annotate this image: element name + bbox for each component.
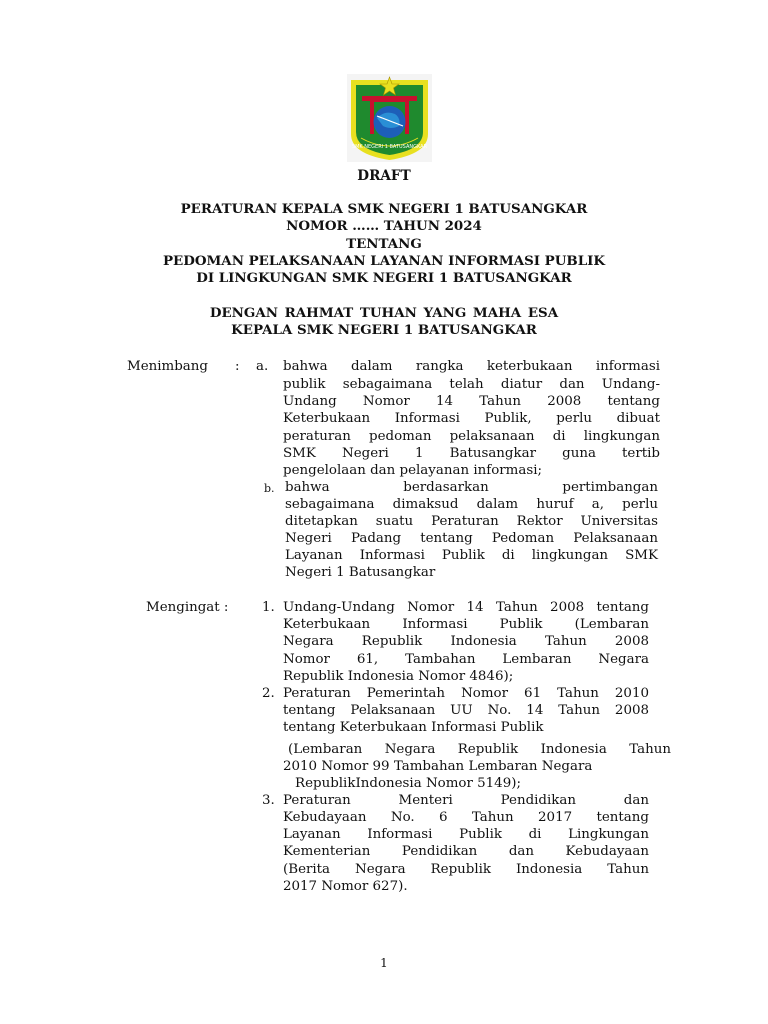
draft-label: DRAFT [357, 168, 411, 184]
mengingat-3-line: 2017 Nomor 627). [283, 879, 408, 894]
regulation-scope: DI LINGKUNGAN SMK NEGERI 1 BATUSANGKAR [196, 270, 572, 286]
invocation: DENGAN RAHMAT TUHAN YANG MAHA ESA [209, 305, 559, 321]
mengingat-2-continuation: 2010 Nomor 99 Tambahan Lembaran Negara [283, 759, 593, 774]
menimbang-label: Menimbang [127, 359, 208, 374]
svg-text:SMK NEGERI 1 BATUSANGKAR: SMK NEGERI 1 BATUSANGKAR [351, 144, 428, 150]
menimbang-b-marker: b. [264, 482, 275, 495]
mengingat-3-line: (Berita Negara Republik Indonesia Tahun [283, 862, 649, 877]
mengingat-3-line: Peraturan Menteri Pendidikan dan [283, 793, 649, 808]
mengingat-2-continuation: (Lembaran Negara Republik Indonesia Tahun [288, 742, 671, 757]
mengingat-1-line: Negara Republik Indonesia Tahun 2008 [283, 634, 649, 649]
menimbang-a-marker: a. [256, 359, 269, 374]
page-number: 1 [380, 956, 388, 970]
mengingat-3-line: Layanan Informasi Publik di Lingkungan [283, 827, 649, 842]
menimbang-a-line: pengelolaan dan pelayanan informasi; [283, 463, 542, 478]
mengingat-1-marker: 1. [262, 600, 275, 615]
menimbang-b-line: bahwa berdasarkan pertimbangan [285, 480, 658, 495]
mengingat-1-line: Republik Indonesia Nomor 4846); [283, 669, 514, 684]
mengingat-2-line: Peraturan Pemerintah Nomor 61 Tahun 2010 [283, 686, 649, 701]
regulation-subject: PEDOMAN PELAKSANAAN LAYANAN INFORMASI PUBLIK [162, 253, 606, 269]
menimbang-b-line: Negeri 1 Batusangkar [285, 565, 436, 580]
mengingat-2-line: tentang Keterbukaan Informasi Publik [283, 720, 544, 735]
regulation-number: NOMOR …… TAHUN 2024 [286, 218, 482, 234]
mengingat-1-line: Keterbukaan Informasi Publik (Lembaran [283, 617, 649, 632]
mengingat-2-marker: 2. [262, 686, 275, 701]
menimbang-a-line: peraturan pedoman pelaksanaan di lingkungan [283, 429, 660, 444]
menimbang-a-line: publik sebagaimana telah diatur dan Undang- [283, 377, 660, 392]
mengingat-2-line: tentang Pelaksanaan UU No. 14 Tahun 2008 [283, 703, 649, 718]
mengingat-3-line: Kebudayaan No. 6 Tahun 2017 tentang [283, 810, 649, 825]
mengingat-3-line: Kementerian Pendidikan dan Kebudayaan [283, 844, 649, 859]
menimbang-b-line: sebagaimana dimaksud dalam huruf a, perlu [285, 497, 658, 512]
menimbang-b-line: ditetapkan suatu Peraturan Rektor Universitas [285, 514, 658, 529]
mengingat-3-marker: 3. [262, 793, 275, 808]
menimbang-a-line: bahwa dalam rangka keterbukaan informasi [283, 359, 660, 374]
school-logo [347, 74, 432, 162]
issuer: KEPALA SMK NEGERI 1 BATUSANGKAR [231, 322, 537, 338]
menimbang-colon: : [235, 359, 240, 374]
menimbang-a-line: Keterbukaan Informasi Publik, perlu dibuat [283, 411, 660, 426]
menimbang-a-line: SMK Negeri 1 Batusangkar guna tertib [283, 446, 660, 461]
menimbang-b-line: Negeri Padang tentang Pedoman Pelaksanaan [285, 531, 658, 546]
mengingat-1-line: Nomor 61, Tambahan Lembaran Negara [283, 652, 649, 667]
regulation-title: PERATURAN KEPALA SMK NEGERI 1 BATUSANGKAR [180, 201, 588, 217]
menimbang-a-line: Undang Nomor 14 Tahun 2008 tentang [283, 394, 660, 409]
mengingat-2-continuation: RepublikIndonesia Nomor 5149); [295, 776, 521, 791]
regulation-tentang: TENTANG [346, 236, 422, 252]
mengingat-1-line: Undang-Undang Nomor 14 Tahun 2008 tentang [283, 600, 649, 615]
mengingat-label: Mengingat : [146, 600, 229, 615]
menimbang-b-line: Layanan Informasi Publik di lingkungan SMK [285, 548, 658, 563]
